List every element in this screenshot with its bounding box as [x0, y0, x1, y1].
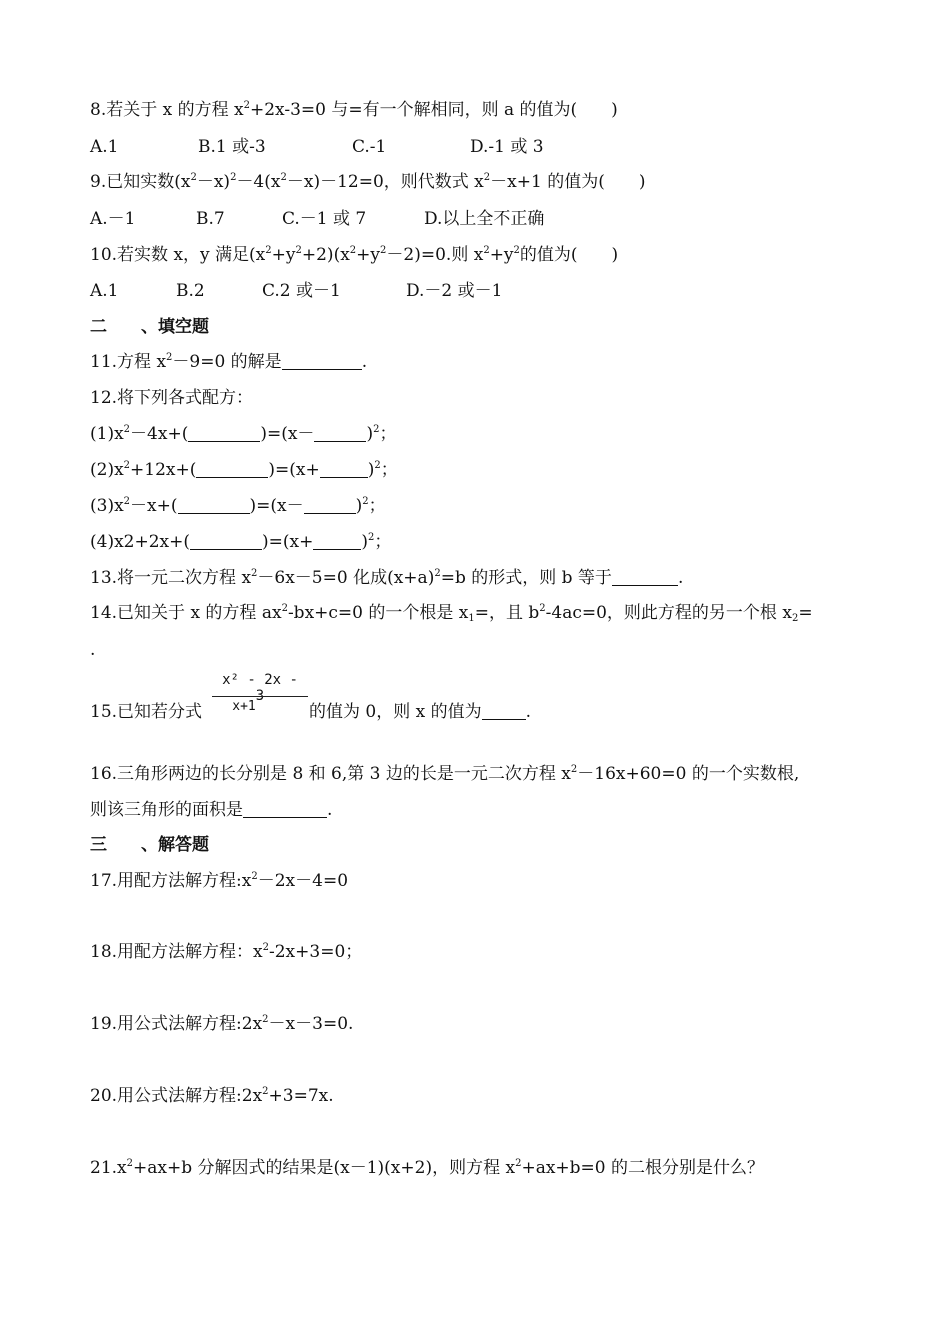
q12-p3-text-d: ) — [355, 496, 363, 516]
q21-text-a: 21.x — [90, 1158, 127, 1178]
q18-exponent: 2 — [262, 942, 269, 953]
q15-text-c: . — [525, 702, 532, 722]
q15-fraction-numerator: x² - 2x - 3 — [222, 672, 298, 704]
q10-exponent-3: 2 — [349, 245, 357, 256]
q19-text-a: 19.用公式法解方程:2x — [90, 1014, 263, 1034]
q10-text-a: 10.若实数 x，y 满足(x — [90, 245, 266, 265]
q12-p2-exponent-1: 2 — [123, 460, 131, 471]
q14-text-e: = — [798, 603, 813, 623]
q9-option-d: D.以上全不正确 — [424, 209, 545, 229]
q19-text-b: －x－3=0. — [268, 1014, 354, 1034]
q12-title: 12.将下列各式配方： — [90, 388, 254, 408]
q17-text-b: －2x－4=0 — [257, 871, 349, 891]
q12-p2-blank-2[interactable] — [320, 461, 368, 478]
q17-text-a: 17.用配方法解方程:x — [90, 871, 252, 891]
q9-option-b: B.7 — [196, 209, 225, 229]
q13-exponent-2: 2 — [434, 568, 441, 579]
q12-part-2 — [90, 458, 398, 482]
q21-text-c: +ax+b=0 的二根分别是什么？ — [521, 1158, 765, 1178]
q9-text-d: －x)－12=0，则代数式 x — [286, 172, 484, 192]
q14-exponent-1: 2 — [281, 603, 288, 614]
q16-text-b: －16x+60=0 的一个实数根, — [577, 764, 800, 784]
q12-p1-exponent-1: 2 — [123, 424, 131, 435]
question-17 — [90, 869, 348, 893]
q10-option-c: C.2 或－1 — [262, 281, 341, 301]
q20-exponent: 2 — [262, 1086, 269, 1097]
q14-text-b: -bx+c=0 的一个根是 x — [287, 603, 469, 623]
q14-subscript-1: 1 — [468, 613, 475, 624]
q15-tail — [309, 700, 531, 724]
q12-p2-blank-1[interactable] — [196, 461, 268, 478]
q14-text-a: 14.已知关于 x 的方程 ax — [90, 603, 282, 623]
q10-exponent-1: 2 — [265, 245, 272, 256]
q10-option-a: A.1 — [90, 281, 119, 301]
q12-p1-blank-2[interactable] — [314, 425, 366, 442]
question-20 — [90, 1084, 334, 1108]
question-21 — [90, 1156, 764, 1180]
q10-text-g: 的值为( ) — [519, 245, 619, 265]
q16-line-2 — [90, 798, 332, 822]
q16-text-c: 则该三角形的面积是 — [90, 800, 243, 820]
q21-exponent-2: 2 — [515, 1158, 522, 1169]
q12-p4-blank-1[interactable] — [190, 533, 262, 550]
q11-text-a: 11.方程 x — [90, 352, 167, 372]
question-18 — [90, 940, 362, 964]
q12-p2-text-a: (2)x — [90, 460, 124, 480]
q13-text-b: －6x－5=0 化成(x+a) — [257, 568, 435, 588]
q15-text-a: 15.已知若分式 — [90, 702, 203, 722]
question-19 — [90, 1012, 353, 1036]
q12-p1-blank-1[interactable] — [188, 425, 260, 442]
q12-p4-blank-2[interactable] — [313, 533, 361, 550]
question-8 — [90, 98, 618, 122]
q17-exponent: 2 — [251, 871, 258, 882]
q10-exponent-2: 2 — [295, 245, 302, 256]
q10-option-d: D.－2 或－1 — [406, 281, 503, 301]
q8-text-a: 8.若关于 x 的方程 x — [90, 100, 244, 120]
question-16 — [90, 762, 799, 786]
q13-text-a: 13.将一元二次方程 x — [90, 568, 252, 588]
q12-p1-text-d: ) — [366, 424, 374, 444]
q12-p1-text-a: (1)x — [90, 424, 124, 444]
q13-exponent-1: 2 — [251, 568, 258, 579]
q13-text-d: . — [677, 568, 684, 588]
q16-exponent: 2 — [570, 764, 578, 775]
q21-exponent-1: 2 — [126, 1158, 133, 1169]
q10-exponent-6: 2 — [513, 245, 520, 256]
question-14 — [90, 601, 813, 625]
q12-p2-text-e: ； — [380, 460, 398, 480]
q11-exponent: 2 — [166, 352, 173, 363]
q10-text-c: +2)(x — [301, 245, 350, 265]
q14-text-c: =，且 b — [474, 603, 540, 623]
question-11 — [90, 350, 367, 374]
q18-text-a: 18.用配方法解方程：x — [90, 942, 263, 962]
q8-option-c: C.-1 — [352, 137, 387, 157]
section-solve-heading: 三 、解答题 — [90, 835, 209, 855]
q9-exponent-4: 2 — [483, 172, 491, 183]
q14-trailing-period: . — [90, 640, 96, 660]
q12-p1-text-b: －4x+( — [130, 424, 189, 444]
q10-exponent-5: 2 — [483, 245, 490, 256]
q16-text-d: . — [327, 800, 333, 820]
q10-exponent-4: 2 — [380, 245, 387, 256]
q15-text-b: 的值为 0，则 x 的值为 — [309, 702, 482, 722]
q12-p3-blank-2[interactable] — [304, 497, 356, 514]
q20-text-a: 20.用公式法解方程:2x — [90, 1086, 263, 1106]
q10-option-b: B.2 — [176, 281, 205, 301]
q12-p1-text-e: ； — [379, 424, 397, 444]
q19-exponent: 2 — [262, 1014, 269, 1025]
q8-option-b: B.1 或-3 — [198, 137, 266, 157]
q12-part-3 — [90, 494, 386, 518]
q12-p2-text-b: +12x+( — [130, 460, 197, 480]
q14-subscript-2: 2 — [791, 613, 799, 624]
q16-text-a: 16.三角形两边的长分别是 8 和 6,第 3 边的长是一元二次方程 x — [90, 764, 571, 784]
q9-text-b: －x) — [196, 172, 231, 192]
q12-p3-blank-1[interactable] — [178, 497, 250, 514]
q8-text-b: +2x-3=0 与=有一个解相同，则 a 的值为( ) — [249, 100, 618, 120]
q14-exponent-2: 2 — [539, 603, 546, 614]
q13-answer-blank[interactable] — [612, 569, 678, 586]
q11-answer-blank[interactable] — [282, 353, 362, 370]
q18-text-b: -2x+3=0； — [269, 942, 363, 962]
q10-text-b: +y — [271, 245, 296, 265]
q10-text-f: +y — [489, 245, 514, 265]
q8-option-a: A.1 — [90, 137, 119, 157]
q12-p4-exponent: 2 — [368, 532, 375, 543]
q12-p4-text-a: (4)x2+2x+( — [90, 532, 191, 552]
q12-part-1 — [90, 422, 396, 446]
q12-p2-text-c: )=(x+ — [268, 460, 320, 480]
q12-p4-text-d: ) — [361, 532, 368, 552]
q8-exponent: 2 — [243, 100, 250, 111]
q15-fraction-bar — [212, 696, 308, 697]
q15-fraction-denominator: x+1 — [232, 699, 256, 714]
question-9 — [90, 170, 645, 194]
q11-text-c: . — [361, 352, 368, 372]
q9-text-e: －x+1 的值为( ) — [490, 172, 646, 192]
q12-part-4 — [90, 530, 391, 554]
section-fill-in-heading: 二 、填空题 — [90, 317, 209, 337]
q15-fraction-image — [212, 672, 308, 722]
q12-p3-text-b: －x+( — [130, 496, 178, 516]
q14-text-d: -4ac=0，则此方程的另一个根 x — [545, 603, 792, 623]
q9-exponent-2: 2 — [230, 172, 237, 183]
q12-p1-exponent-2: 2 — [373, 424, 380, 435]
q16-answer-blank[interactable] — [243, 801, 327, 818]
q9-text-c: －4(x — [236, 172, 281, 192]
q20-text-b: +3=7x. — [268, 1086, 334, 1106]
q12-p2-exponent-2: 2 — [374, 460, 381, 471]
q10-text-d: +y — [356, 245, 381, 265]
q9-option-c: C.－1 或 7 — [282, 209, 367, 229]
q9-exponent-1: 2 — [190, 172, 197, 183]
q12-p3-exponent-1: 2 — [123, 496, 131, 507]
q15-answer-blank[interactable] — [482, 703, 526, 720]
q21-text-b: +ax+b 分解因式的结果是(x－1)(x+2)，则方程 x — [133, 1158, 516, 1178]
q10-text-e: －2)=0.则 x — [386, 245, 484, 265]
question-13 — [90, 566, 683, 590]
q12-p3-exponent-2: 2 — [362, 496, 369, 507]
q9-exponent-3: 2 — [280, 172, 287, 183]
q12-p3-text-c: )=(x－ — [249, 496, 304, 516]
q12-p4-text-e: ； — [374, 532, 392, 552]
q12-p3-text-a: (3)x — [90, 496, 124, 516]
q12-p3-text-e: ； — [368, 496, 386, 516]
q12-p2-text-d: ) — [367, 460, 375, 480]
q13-text-c: =b 的形式，则 b 等于 — [440, 568, 612, 588]
question-10 — [90, 243, 618, 267]
q11-text-b: －9=0 的解是 — [172, 352, 282, 372]
q8-option-d: D.-1 或 3 — [470, 137, 544, 157]
q9-option-a: A.－1 — [90, 209, 136, 229]
q12-p1-text-c: )=(x－ — [260, 424, 315, 444]
q12-p4-text-c: )=(x+ — [262, 532, 314, 552]
q9-text-a: 9.已知实数(x — [90, 172, 191, 192]
